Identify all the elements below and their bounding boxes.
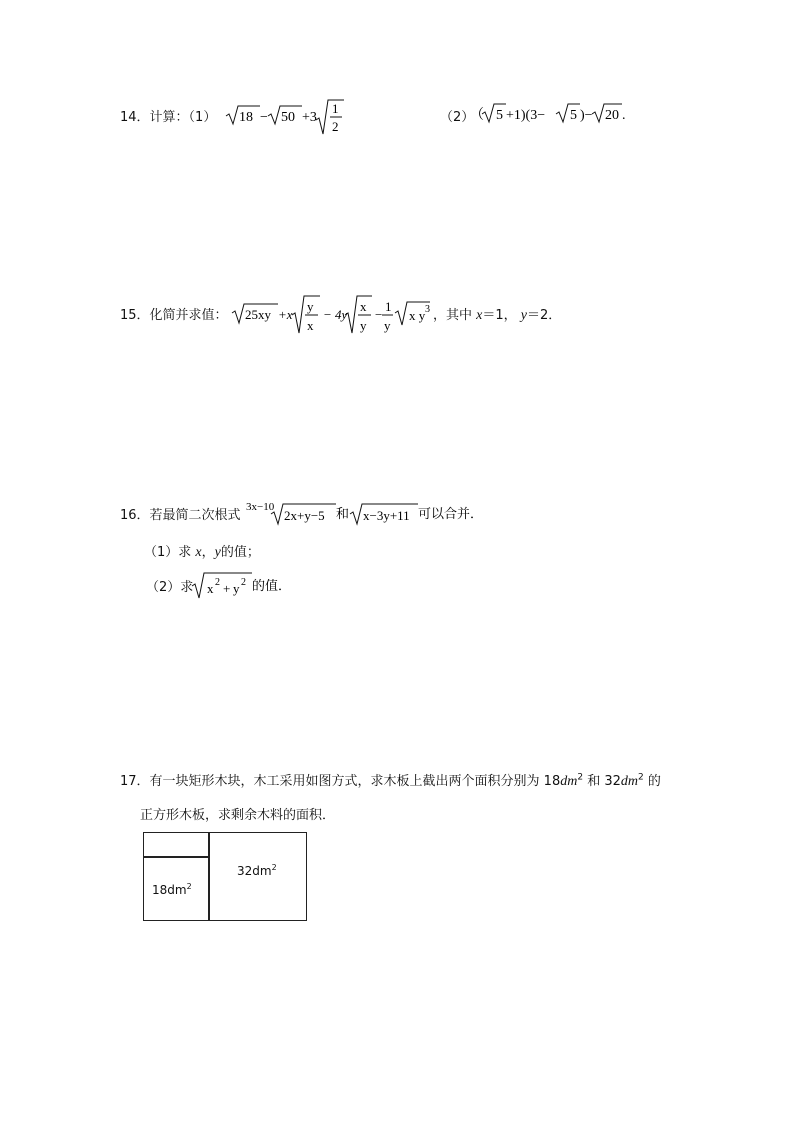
question-16 — [120, 504, 241, 523]
q14-part2-expression — [470, 100, 630, 135]
open-paren: （ — [470, 108, 484, 123]
plus-coefficient: +3 — [302, 110, 317, 125]
q16-sub2: （2）求 — [146, 580, 194, 595]
frac3-num: 1 — [385, 299, 392, 314]
unit-dm: dm — [620, 774, 639, 789]
question-15 — [120, 304, 228, 323]
close-minus: )− — [580, 108, 593, 123]
tail-text: 的值． — [252, 579, 292, 594]
question-label: 计算：（1） — [149, 110, 217, 125]
q16-expression — [246, 498, 486, 532]
radicand-18: 18 — [239, 110, 253, 125]
frac3-den: y — [384, 318, 391, 333]
q17-figure — [143, 832, 307, 921]
plus-x: +x — [278, 307, 293, 322]
frac2-den: y — [360, 318, 367, 333]
radicand-5b: 5 — [570, 108, 577, 123]
unit-dm: dm — [560, 774, 578, 789]
radicand-exponent: 3 — [425, 304, 430, 315]
minus-4y: − 4y — [323, 307, 348, 322]
question-17: 17．有一块矩形木块，木工采用如图方式，求木板上截出两个面积分别为 $18dm^2$ 和 $32dm^2$ 的 — [120, 772, 661, 789]
figure-horizontal-divider — [143, 856, 209, 858]
question-number: 17． — [120, 774, 150, 789]
radicand-xy: x y — [409, 308, 426, 323]
end-period: . — [622, 108, 626, 123]
q16-sub2-expression — [190, 566, 320, 606]
frac1-den: x — [307, 318, 314, 333]
q14-part1-radicals — [224, 98, 354, 138]
question-label: 若最简二次根式 — [149, 508, 241, 523]
radicand-20: 20 — [605, 108, 619, 123]
term-y: y — [233, 581, 240, 596]
q17-line2: 正方形木板，求剩余木料的面积． — [140, 808, 336, 823]
question-label: 化简并求值： — [149, 308, 228, 323]
fraction-denominator: 2 — [332, 119, 339, 134]
q14-part2-radicals — [470, 100, 630, 130]
question-number: 15． — [120, 308, 150, 323]
exp-y: 2 — [241, 577, 246, 588]
radicand-50: 50 — [281, 110, 295, 125]
term-x: x — [207, 581, 214, 596]
question-14 — [120, 106, 216, 125]
var-y: y — [214, 545, 221, 560]
small-square-label: $18dm^2$ — [152, 882, 192, 897]
exp-x: 2 — [215, 577, 220, 588]
radicand-1: 2x+y−5 — [284, 508, 325, 523]
fraction-numerator: 1 — [332, 101, 339, 116]
q15-condition: ，其中 x＝1， y＝2． — [433, 308, 562, 323]
q16-sub2-radical — [190, 566, 320, 602]
var-x: x — [195, 545, 202, 560]
figure-outer-rectangle — [143, 832, 307, 921]
q16-sub1: （1）求 x，y的值； — [144, 545, 260, 560]
question-number: 14． — [120, 110, 150, 125]
var-x: x — [476, 308, 483, 323]
minus-sign: − — [375, 307, 383, 322]
frac1-num: y — [307, 299, 314, 314]
plus: + — [223, 581, 231, 596]
and-text: 和 — [336, 507, 350, 522]
radicand-2: x−3y+11 — [363, 508, 410, 523]
radicand-5a: 5 — [496, 108, 503, 123]
root-index: 3x−10 — [246, 501, 275, 513]
figure-vertical-divider — [208, 832, 210, 921]
radicand-25xy: 25xy — [245, 307, 271, 322]
minus-sign: − — [260, 110, 268, 125]
middle-terms: +1)(3− — [506, 108, 546, 123]
tail-text: 可以合并． — [418, 507, 484, 522]
q14-part2-label: （2） — [440, 110, 475, 125]
q16-radicals — [246, 498, 486, 528]
frac2-num: x — [360, 299, 367, 314]
question-number: 16． — [120, 508, 150, 523]
q14-part1-expression — [224, 98, 354, 134]
var-y: y — [520, 308, 528, 323]
large-square-label: $32dm^2$ — [237, 863, 277, 878]
